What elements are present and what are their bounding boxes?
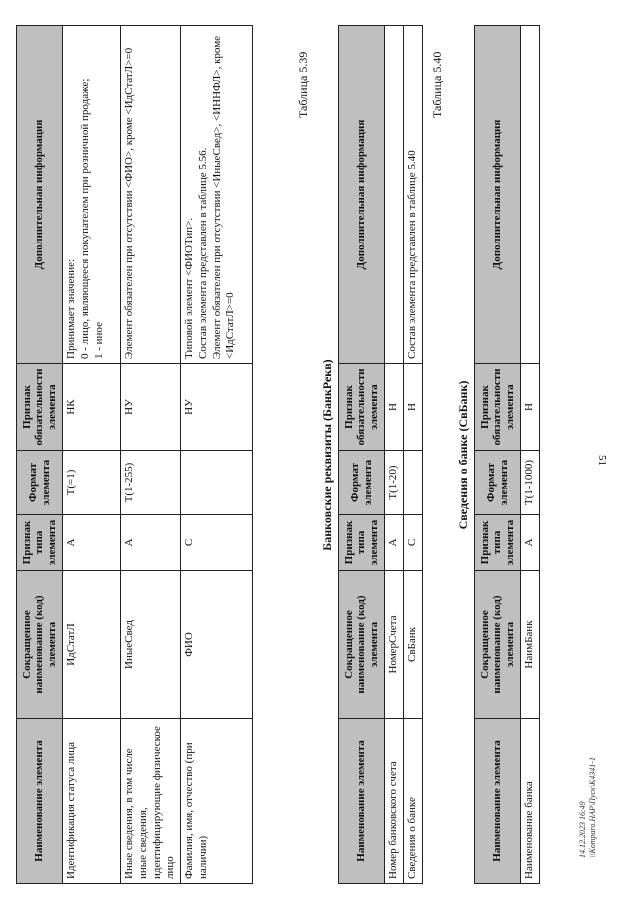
cell-code: НаимБанк [521, 571, 540, 719]
column-header-code: Сокращенное наименование (код) элемента [339, 571, 385, 719]
cell-code: СвБанк [403, 571, 422, 719]
table-row [403, 26, 422, 884]
column-header-required: Признак обязательности элемента [475, 364, 521, 451]
cell-format: Т(1-255) [121, 451, 181, 515]
cell-info: Состав элемента представлен в таблице 5.40 [403, 26, 422, 364]
cell-required: НУ [121, 364, 181, 451]
cell-code: ФИО [181, 571, 253, 719]
column-header-name: Наименование элемента [339, 719, 385, 884]
footer-date: 14.12.2023 16:49 [578, 801, 587, 858]
cell-name: Номер банковского счета [385, 719, 404, 884]
cell-code: ИныеСвед [121, 571, 181, 719]
cell-required: НУ [181, 364, 253, 451]
cell-format [403, 451, 422, 515]
cell-name: Иные сведения, в том числе иные сведения, идентифицирующие физическое лицо [121, 719, 181, 884]
table-header-row [339, 26, 385, 884]
table-bank-info [474, 25, 540, 884]
cell-info [521, 26, 540, 364]
cell-type: А [385, 515, 404, 571]
table-row [63, 26, 121, 884]
cell-format: Т(1-20) [385, 451, 404, 515]
column-header-type: Признак типа элемента [17, 515, 63, 571]
column-header-name: Наименование элемента [17, 719, 63, 884]
column-header-type: Признак типа элемента [475, 515, 521, 571]
footer-stamp [578, 757, 598, 858]
cell-format: Т(=1) [63, 451, 121, 515]
cell-format: Т(1-1000) [521, 451, 540, 515]
cell-info [385, 26, 404, 364]
cell-required: Н [385, 364, 404, 451]
column-header-code: Сокращенное наименование (код) элемента [475, 571, 521, 719]
table-row [121, 26, 181, 884]
cell-type: А [121, 515, 181, 571]
table-row [385, 26, 404, 884]
cell-format [181, 451, 253, 515]
cell-name: Идентификация статуса лица [63, 719, 121, 884]
footer-path: \\Komparo.HAP\Пуск\К4341-1 [588, 757, 597, 858]
cell-code: ИдСтатЛ [63, 571, 121, 719]
cell-type: С [181, 515, 253, 571]
cell-name: Фамилия, имя, отчество (при наличии) [181, 719, 253, 884]
cell-required: Н [521, 364, 540, 451]
column-header-name: Наименование элемента [475, 719, 521, 884]
page-number: 51 [596, 455, 608, 466]
column-header-code: Сокращенное наименование (код) элемента [17, 571, 63, 719]
column-header-info: Дополнительная информация [17, 26, 63, 364]
table-header-row [17, 26, 63, 884]
column-header-info: Дополнительная информация [339, 26, 385, 364]
cell-required: Н [403, 364, 422, 451]
table-caption: Таблица 5.40 [430, 51, 444, 118]
cell-info: Принимает значение: 0 - лицо, являющееся покупателем при розничной продаже; 1 - иное [63, 26, 121, 364]
cell-type: А [521, 515, 540, 571]
table-row [521, 26, 540, 884]
table-title: Сведения о банке (СвБанк) [456, 380, 470, 530]
cell-info: Типовой элемент <ФИОТип>. Состав элемента представлен в таблице 5.56. Элемент обязателен при отсутствии <ИныеСвед>, <ИННФЛ>, кроме <ИдСтатЛ>=0 [181, 26, 253, 364]
column-header-required: Признак обязательности элемента [339, 364, 385, 451]
cell-type: А [63, 515, 121, 571]
cell-name: Сведения о банке [403, 719, 422, 884]
cell-code: НомерСчета [385, 571, 404, 719]
column-header-format: Формат элемента [17, 451, 63, 515]
table-person-details [16, 25, 253, 884]
table-header-row [475, 26, 521, 884]
table-bank-details [338, 25, 423, 884]
table-caption: Таблица 5.39 [296, 51, 310, 118]
column-header-required: Признак обязательности элемента [17, 364, 63, 451]
table-row [181, 26, 253, 884]
cell-type: С [403, 515, 422, 571]
column-header-info: Дополнительная информация [475, 26, 521, 364]
cell-required: НК [63, 364, 121, 451]
cell-info: Элемент обязателен при отсутствии <ФИО>, кроме <ИдСтатЛ>=0 [121, 26, 181, 364]
cell-name: Наименование банка [521, 719, 540, 884]
column-header-type: Признак типа элемента [339, 515, 385, 571]
column-header-format: Формат элемента [475, 451, 521, 515]
column-header-format: Формат элемента [339, 451, 385, 515]
table-title: Банковские реквизиты (БанкРекв) [320, 359, 334, 551]
